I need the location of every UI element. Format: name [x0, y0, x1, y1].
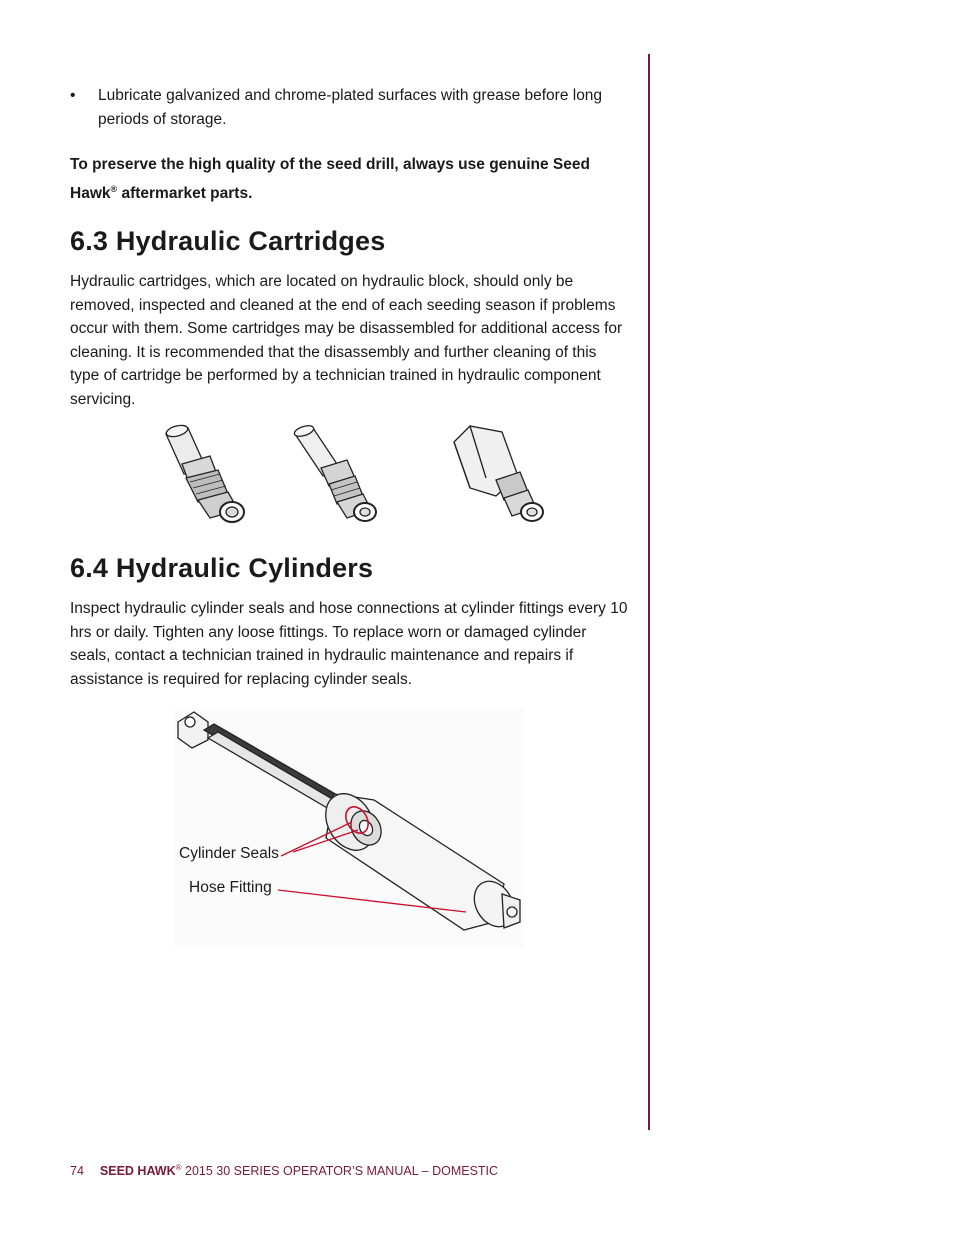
cartridge-illustration-1 — [148, 420, 268, 530]
hydraulic-cylinder-illustration — [174, 708, 524, 948]
registered-mark: ® — [110, 184, 118, 194]
cartridges-paragraph: Hydraulic cartridges, which are located on hydraulic block, should only be removed, inspected and cleaned at the end of each seeding season if problems occur with them. Some cartridges may be disassembled for additional access for cleaning. It is recommended that the disassembly and further cleaning of this type of cartridge be performed by a technician trained in hydraulic component servicing. — [70, 273, 623, 408]
footer-title: 2015 30 SERIES OPERATOR’S MANUAL – DOMESTIC — [181, 1164, 499, 1179]
section-heading-cylinders: 6.4 Hydraulic Cylinders — [70, 553, 374, 583]
page-footer — [70, 1163, 498, 1178]
margin-rule — [648, 54, 650, 1130]
parts-notice — [70, 153, 635, 206]
section-heading-cartridges: 6.3 Hydraulic Cartridges — [70, 226, 386, 256]
cylinders-paragraph: Inspect hydraulic cylinder seals and hose connections at cylinder fittings every 10 hrs or daily. Tighten any loose fittings. To replace worn or damaged cylinder seals, contact a technician trained in hydraulic maintenance and repairs if assistance is required for replacing cylinder seals. — [70, 600, 628, 688]
page-number: 74 — [70, 1164, 84, 1179]
cylinder-seals-label: Cylinder Seals — [179, 845, 279, 862]
cartridge-illustration-2 — [285, 420, 395, 530]
footer-registered-mark: ® — [175, 1163, 182, 1172]
hose-fitting-label: Hose Fitting — [189, 879, 272, 896]
list-item — [70, 84, 630, 131]
notice-text-end: aftermarket parts. — [117, 185, 253, 203]
bullet-text: Lubricate galvanized and chrome-plated surfaces with grease before long periods of storage. — [98, 87, 603, 128]
cartridge-illustration-3 — [440, 420, 560, 530]
footer-brand: SEED HAWK — [99, 1164, 176, 1179]
bullet-marker: • — [70, 87, 76, 104]
notice-text: To preserve the high quality of the seed drill, always use genuine Seed Hawk — [70, 156, 590, 203]
